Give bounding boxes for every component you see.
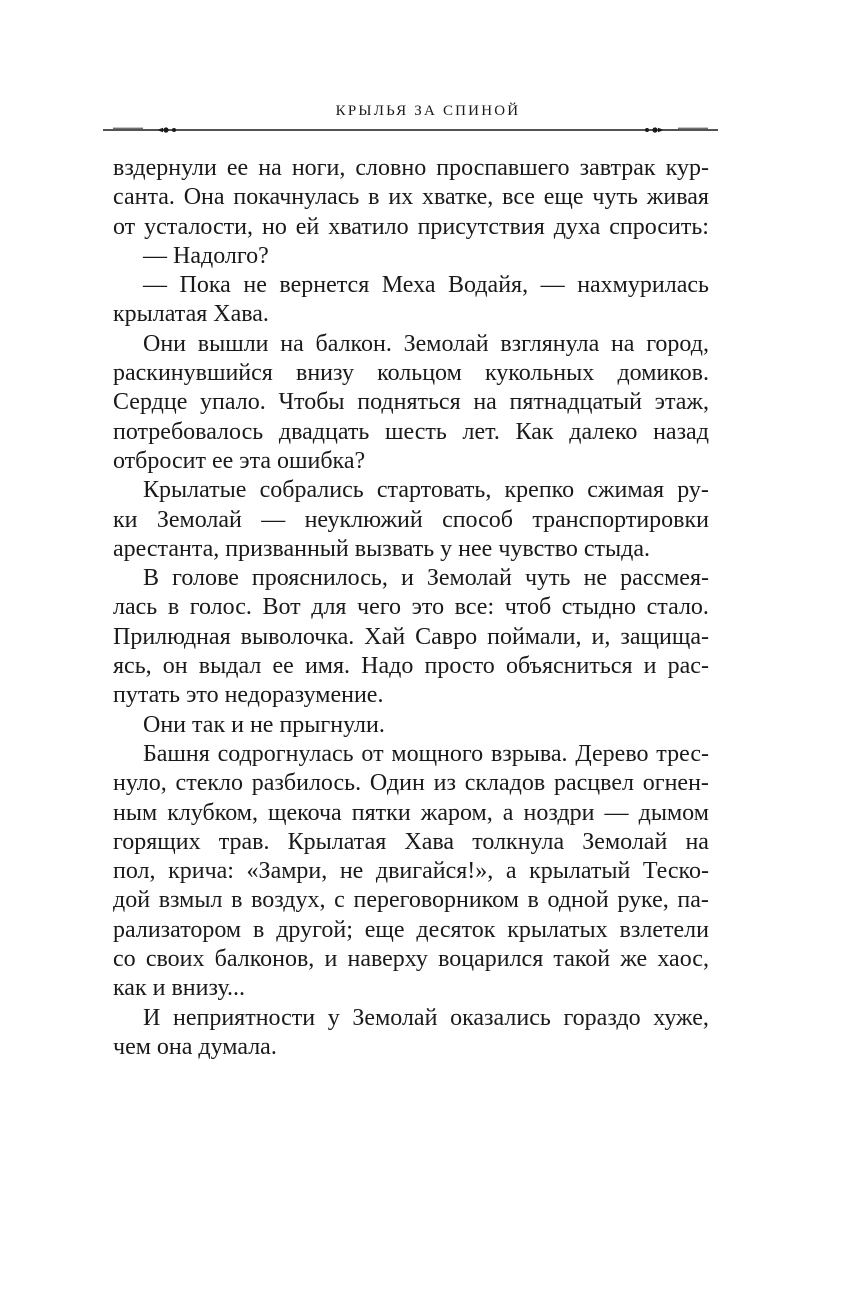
text-line: вздернули ее на ноги, словно проспавшего завтрак кур- — [113, 155, 709, 181]
text-line: Башня содрогнулась от мощного взрыва. Дерево трес- — [143, 740, 709, 767]
text-line: ясь, он выдал ее имя. Надо просто объясниться и рас- — [113, 653, 709, 680]
text-line: потребовалось двадцать шесть лет. Как далеко назад — [113, 418, 709, 445]
text-line: В голове прояснилось, и Земолай чуть не рассмея- — [143, 565, 709, 592]
text-line: санта. Она покачнулась в их хватке, все еще чуть живая — [113, 184, 709, 211]
text-line: Прилюдная выволочка. Хай Савро поймали, и, защища- — [113, 623, 709, 650]
text-line: рализатором в другой; еще десяток крылатых взлетели — [113, 916, 709, 943]
text-line: Крылатые собрались стартовать, крепко сжимая ру- — [143, 477, 709, 504]
text-line: И неприятности у Земолай оказались гораздо хуже, — [143, 1004, 709, 1031]
text-line: горящих трав. Крылатая Хава толкнула Земолай на — [113, 828, 709, 855]
body-text — [113, 154, 709, 1062]
text-line: — Надолго? — [143, 242, 269, 269]
text-line: ки Земолай — неуклюжий способ транспортировки — [113, 506, 709, 533]
text-line: Они так и не прыгнули. — [143, 711, 385, 738]
text-line: чем она думала. — [113, 1033, 277, 1060]
text-line: пол, крича: «Замри, не двигайся!», а крылатый Теско- — [113, 858, 709, 885]
text-line: Они вышли на балкон. Земолай взглянула на город, — [143, 330, 709, 357]
text-line: арестанта, призванный вызвать у нее чувство стыда. — [113, 535, 651, 562]
text-line: нуло, стекло разбилось. Один из складов расцвел огнен- — [113, 770, 709, 797]
running-head: КРЫЛЬЯ ЗА СПИНОЙ — [335, 103, 521, 119]
text-line: раскинувшийся внизу кольцом кукольных домиков. — [113, 360, 709, 387]
text-line: Сердце упало. Чтобы подняться на пятнадцатый этаж, — [113, 389, 709, 416]
text-line: от усталости, но ей хватило присутствия духа спросить: — [113, 213, 709, 240]
text-line: крылатая Хава. — [113, 301, 269, 328]
text-line: со своих балконов, и наверху воцарился такой же хаос, — [113, 946, 709, 973]
text-line: путать это недоразумение. — [113, 682, 384, 709]
text-line: отбросит ее эта ошибка? — [113, 447, 366, 474]
header-ornament-rule — [103, 124, 718, 136]
text-line: лась в голос. Вот для чего это все: чтоб стыдно стало. — [113, 594, 709, 621]
text-line: дой взмыл в воздух, с переговорником в одной руке, па- — [113, 887, 709, 914]
text-line: — Пока не вернется Меха Водайя, — нахмурилась — [143, 272, 709, 299]
text-line: ным клубком, щекоча пятки жаром, а ноздри — дымом — [113, 799, 709, 826]
text-line: как и внизу... — [113, 975, 246, 1002]
